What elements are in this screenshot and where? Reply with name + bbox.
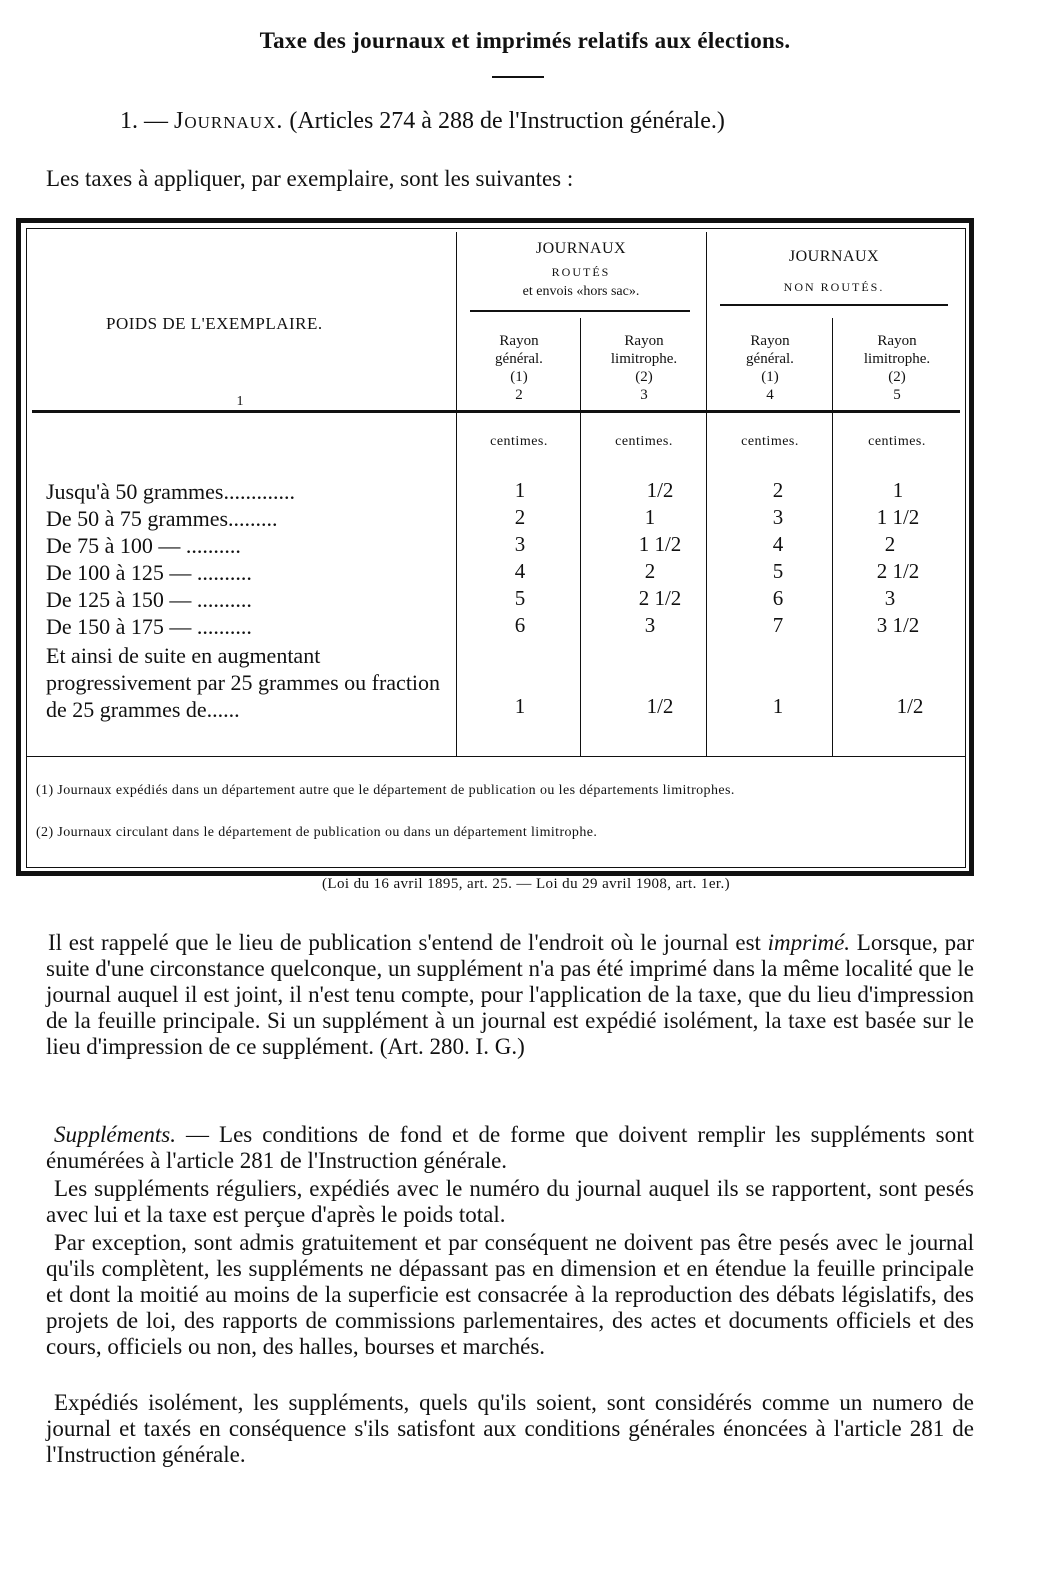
group2-subtitle: NON ROUTÉS. <box>783 280 885 294</box>
subcol-line2: général. <box>746 351 794 367</box>
paragraph-text: Il est rappelé que le lieu de publication s'entend de l'endroit où le journal est <box>48 930 768 955</box>
unit-label: centimes. <box>490 434 548 449</box>
table-cell: 3 <box>884 586 896 610</box>
subcol-line2: général. <box>495 351 543 367</box>
paragraph-isolated-supplements: Expédiés isolément, les suppléments, quels qu'ils soient, sont considérés comme un numero de journal et taxés en conséquence s'ils satisfont aux conditions générales énoncées à l'article 281 de l'Instruction générale. <box>46 1390 974 1467</box>
unit-label: centimes. <box>868 434 926 449</box>
table-cell: 3 <box>514 532 526 556</box>
page-title: Taxe des journaux et imprimés relatifs aux élections. <box>259 28 791 53</box>
group1-detail: et envois «hors sac». <box>522 284 640 299</box>
paragraph-regular-supplements: Les suppléments réguliers, expédiés avec le numéro du journal auquel ils se rapportent, sont pesés avec lui et la taxe est perçue d'après le poids total. <box>46 1176 974 1227</box>
subcol-note: (2) <box>888 369 906 385</box>
table-cell: 1/2 <box>646 694 674 718</box>
table-cell: 7 <box>772 613 784 637</box>
group1-subtitle: ROUTÉS <box>551 265 611 279</box>
table-row-label: De 150 à 175 — .......... <box>46 614 252 639</box>
paragraph-publication-place <box>46 930 974 1060</box>
subcol-header <box>458 332 580 404</box>
group2-title: JOURNAUX <box>788 248 880 265</box>
subcol-num: 3 <box>640 387 648 403</box>
table-cell: 5 <box>772 559 784 583</box>
table-cell: 1/2 <box>646 478 674 502</box>
subcol-note: (2) <box>635 369 653 385</box>
section-reference: (Articles 274 à 288 de l'Instruction générale.) <box>289 108 725 134</box>
section-heading <box>120 108 725 135</box>
table-cell: 2 1/2 <box>876 559 920 583</box>
table-row-label: De 100 à 125 — .......... <box>46 560 252 585</box>
subcol-header <box>708 332 832 404</box>
column-number: 1 <box>236 394 244 409</box>
subcol-note: (1) <box>510 369 528 385</box>
unit-label: centimes. <box>741 434 799 449</box>
table-cell: 2 <box>772 478 784 502</box>
table-cell: 1 <box>892 478 904 502</box>
emphasis-text: imprimé. <box>767 930 851 955</box>
paragraph-text: — Les conditions de fond et de forme que doivent remplir les suppléments sont énumérées à l'article 281 de l'Instruction générale. <box>46 1122 974 1173</box>
table-cell: 1 <box>644 505 656 529</box>
subcol-header <box>834 332 960 404</box>
table-cell: 6 <box>514 613 526 637</box>
weight-column-header: POIDS DE L'EXEMPLAIRE. <box>106 314 323 333</box>
table-cell: 3 <box>644 613 656 637</box>
group1-title: JOURNAUX <box>535 240 627 257</box>
column-divider <box>832 318 833 756</box>
subcol-line1: Rayon <box>499 333 539 349</box>
intro-text: Les taxes à appliquer, par exemplaire, sont les suivantes : <box>46 166 574 191</box>
title-divider <box>492 76 544 78</box>
header-rule <box>32 410 960 413</box>
table-cell: 3 <box>772 505 784 529</box>
footnote: (1) Journaux expédiés dans un département autre que le département de publication ou les départements limitrophes. <box>36 783 735 798</box>
continuation-label: Et ainsi de suite en augmentant progressivement par 25 grammes ou fraction de 25 grammes de...... <box>46 643 441 722</box>
section-number: 1. — <box>120 108 168 134</box>
column-divider <box>580 318 581 756</box>
table-cell: 1 <box>514 694 526 718</box>
subcol-line2: limitrophe. <box>863 351 931 367</box>
table-row-label: Jusqu'à 50 grammes............. <box>46 479 295 504</box>
body-bottom-rule <box>26 756 966 757</box>
footnote: (2) Journaux circulant dans le département de publication ou dans un département limitrophe. <box>36 825 598 840</box>
table-cell: 1 1/2 <box>638 532 682 556</box>
paragraph-text: Lorsque, par suite d'une circonstance quelconque, un supplément n'a pas été imprimé dans la même localité que le journal auquel il est joint, il n'est tenu compte, pour l'application de la taxe, que du lieu d'impression de la feuille principale. Si un supplément à un journal est expédié isolément, la taxe est basée sur le lieu d'impression de ce supplément. (Art. 280. I. G.) <box>46 930 974 1059</box>
table-cell: 4 <box>772 532 784 556</box>
subcol-line1: Rayon <box>624 333 664 349</box>
table-cell: 1 <box>772 694 784 718</box>
subcol-num: 2 <box>515 387 523 403</box>
table-cell: 2 <box>514 505 526 529</box>
table-cell: 2 <box>884 532 896 556</box>
table-cell: 1 <box>514 478 526 502</box>
paragraph-supplements <box>46 1122 974 1174</box>
subcol-num: 4 <box>766 387 774 403</box>
table-row-label: De 125 à 150 — .......... <box>46 587 252 612</box>
law-reference: (Loi du 16 avril 1895, art. 25. — Loi du 29 avril 1908, art. 1er.) <box>322 876 730 892</box>
table-cell: 1/2 <box>896 694 924 718</box>
table-row-label: De 50 à 75 grammes......... <box>46 506 278 531</box>
table-cell: 1 1/2 <box>876 505 920 529</box>
group-brace <box>720 304 948 306</box>
subcol-line1: Rayon <box>750 333 790 349</box>
table-cell: 4 <box>514 559 526 583</box>
paragraph-exception: Par exception, sont admis gratuitement et par conséquent ne doivent pas être pesés avec le journal qu'ils complètent, les suppléments ne dépassant pas en dimension et en étendue la feuille principale et dont la moitié au moins de la superficie est consacrée à la reproduction des débats législatifs, des projets de loi, des rapports de commissions parlementaires, des actes et documents officiels et des cours, officiels ou non, des halles, bourses et marchés. <box>46 1230 974 1359</box>
subcol-header <box>582 332 706 404</box>
table-cell: 2 1/2 <box>638 586 682 610</box>
subcol-note: (1) <box>761 369 779 385</box>
subcol-num: 5 <box>893 387 901 403</box>
table-cell: 6 <box>772 586 784 610</box>
unit-label: centimes. <box>615 434 673 449</box>
subcol-line2: limitrophe. <box>610 351 678 367</box>
section-name: Journaux. <box>174 108 284 134</box>
subcol-line1: Rayon <box>877 333 917 349</box>
table-row-label: De 75 à 100 — .......... <box>46 533 241 558</box>
emphasis-text: Suppléments. <box>54 1122 177 1147</box>
table-cell: 2 <box>644 559 656 583</box>
group-brace <box>470 310 690 312</box>
table-cell: 3 1/2 <box>876 613 920 637</box>
table-cell: 5 <box>514 586 526 610</box>
